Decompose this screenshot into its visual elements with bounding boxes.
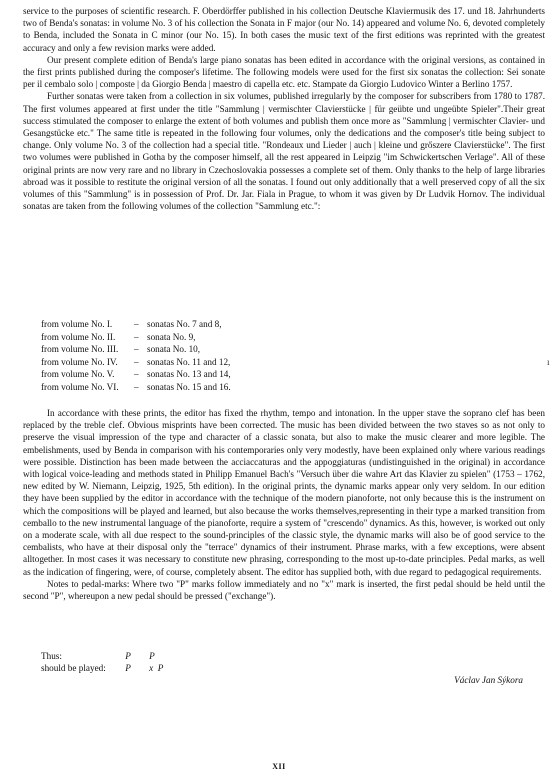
- played-label: should be played:: [41, 663, 106, 673]
- volume-sonatas: sonatas No. 7 and 8,: [147, 319, 222, 329]
- volume-sonatas: sonata No. 9,: [147, 331, 196, 342]
- volume-label: from volume No. II.: [41, 331, 116, 342]
- paragraph-5: Notes to pedal-marks: Where two "P" marks follow immediately and no "x" mark is inserted, the first pedal should be held until the second "P", whereupon a new pedal should be pressed ("exchange").: [23, 578, 545, 602]
- volume-sonatas: sonatas No. 15 and 16.: [147, 381, 231, 392]
- volume-sonatas: sonatas No. 13 and 14,: [147, 369, 231, 380]
- paragraph-1: service to the purposes of scientific research. F. Oberdörffer published in his collection Deutsche Klaviermusik des 17. und 18. Jahrhunderts two of Benda's sonatas: in volume No. 3 of his collection the Sonata in F major (our No. 14) appeared and volume No. 6, devoted completely to Benda, included the Sonata in C minor (our No. 15). In both cases the music text of the first editions was reprinted with the greatest accuracy and only a few revision marks were added.: [23, 6, 545, 53]
- volume-label: from volume No. IV.: [41, 356, 118, 367]
- intro-text: [23, 5, 545, 212]
- paragraph-3: Further sonatas were taken from a collection in six volumes, published irregularly by the composer for subscribers from 1780 to 1787. The first volumes appeared at first under the title "Sammlung | vermischter Clavierstücke | für geübte und ungeübte Spieler".Their great success stimulated the composer to enlarge the extent of both volumes and publish them once more as "Sammlung | vermischter Clavier- und Gesangstücke etc." The same title is repeated in the following four volumes, only the dedications and the composer's title being subject to change. Only volume No. 3 of the collection had a special title. "Rondeaux und Lieder | auch | kleine und grőszere Clavierstücke". The first two volumes were published in Gotha by the composer himself, all the rest appeared in Leipzig "im Schwickertschen Verlage". All of these original prints are now very rare and no library in Czechoslovakia possesses a complete set of them. Only thanks to the help of large libraries abroad was it possible to restitute the original version of all the sonatas. I found out only additionally that a well preserved copy of all the six volumes of this "Sammlung" is in possession of Prof. Dr. Jar. Fiala in Prague, to whom it was given by Dr Ludvik Hornov. The individual sonatas are taken from the following volumes of the collection "Sammlung etc.":: [23, 91, 545, 212]
- dash: –: [134, 331, 139, 342]
- author-signature: Václav Jan Sýkora: [454, 675, 523, 685]
- volume-list: [41, 318, 231, 394]
- list-item: [41, 368, 231, 381]
- margin-mark: ı: [547, 357, 550, 367]
- list-item: [41, 356, 231, 369]
- list-item: [41, 318, 231, 331]
- thus-label: Thus:: [41, 651, 62, 661]
- volume-sonatas: sonatas No. 11 and 12,: [147, 356, 231, 367]
- list-item: [41, 331, 231, 344]
- pedal-example-thus: [41, 650, 155, 662]
- volume-label: from volume No. VI.: [41, 381, 119, 392]
- paragraph-2: Our present complete edition of Benda's large piano sonatas has been edited in accordance with the original versions, as contained in the first prints published during the composer's lifetime. The following models were used for the first six sonatas the collection: Sei sonate per il cembalo solo | composte | da Giorgio Benda | maestro di capella etc. etc. Stampate da Giorgio Ludovico Winter a Berlino 1757.: [23, 54, 545, 90]
- dash: –: [134, 369, 139, 380]
- page-number: XII: [272, 762, 286, 771]
- paragraph-4: In accordance with these prints, the editor has fixed the rhythm, tempo and intonation. In the upper stave the soprano clef has been replaced by the treble clef. Obvious misprints have been corrected. The music has been divided between the two staves so as not only to preserve the visual impression of the type and character of a classic sonata, but also to make the music clearer and more legible. The embelishments, used by Benda in comparison with his contemporaries only very modestly, have been explained only where various readings were possible. Distinction has been made between the acciaccaturas and the appoggiaturas (undistinguished in the original) in accordance with logical voice-leading and methods stated in Philipp Emanuel Bach's "Versuch über die wahre Art das Klavier zu spielen" (1753 – 1762, new edited by W. Niemann, Leipzig, 1925, 5th edition). In the original prints, the dynamic marks appear only very seldom. In our edition they have been supplied by the editor in accordance with the technique of the modern pianoforte, not only because this is the instrument on which the compositions will be played and learned, but also because the works themselves,representing in their type a marked transition from cemballo to the new instrumental language of the pianoforte, require a system of "crescendo" dynamics. As this, however, is worked out only on a moderate scale, with all due respect to the sound-principles of the classic style, the dynamic marks will also be of good service to the cembalists, who have at their disposal only the "terrace" dynamics of their instrument. Phrase marks, with a few exceptions, were absent alltogether. In most cases it was necessary to constitute new phrasing, corresponding to the most up-to-date principles. Pedal marks, as well as the indication of fingering, were, of course, completely absent. The editor has supplied both, with due regard to pedagogical requirements.: [23, 408, 545, 577]
- volume-sonatas: sonata No. 10,: [147, 344, 201, 355]
- volume-label: from volume No. V.: [41, 369, 115, 380]
- dash: –: [134, 356, 139, 367]
- thus-marks: P P: [125, 651, 155, 661]
- list-item: [41, 343, 231, 356]
- dash: –: [134, 319, 139, 329]
- dash: –: [134, 381, 139, 392]
- editorial-notes: [23, 407, 545, 602]
- volume-label: from volume No. III.: [41, 344, 119, 355]
- volume-label: from volume No. I.: [41, 319, 113, 329]
- dash: –: [134, 344, 139, 355]
- list-item: [41, 381, 231, 394]
- pedal-example-played: [41, 662, 163, 674]
- played-marks: P x P: [125, 663, 164, 673]
